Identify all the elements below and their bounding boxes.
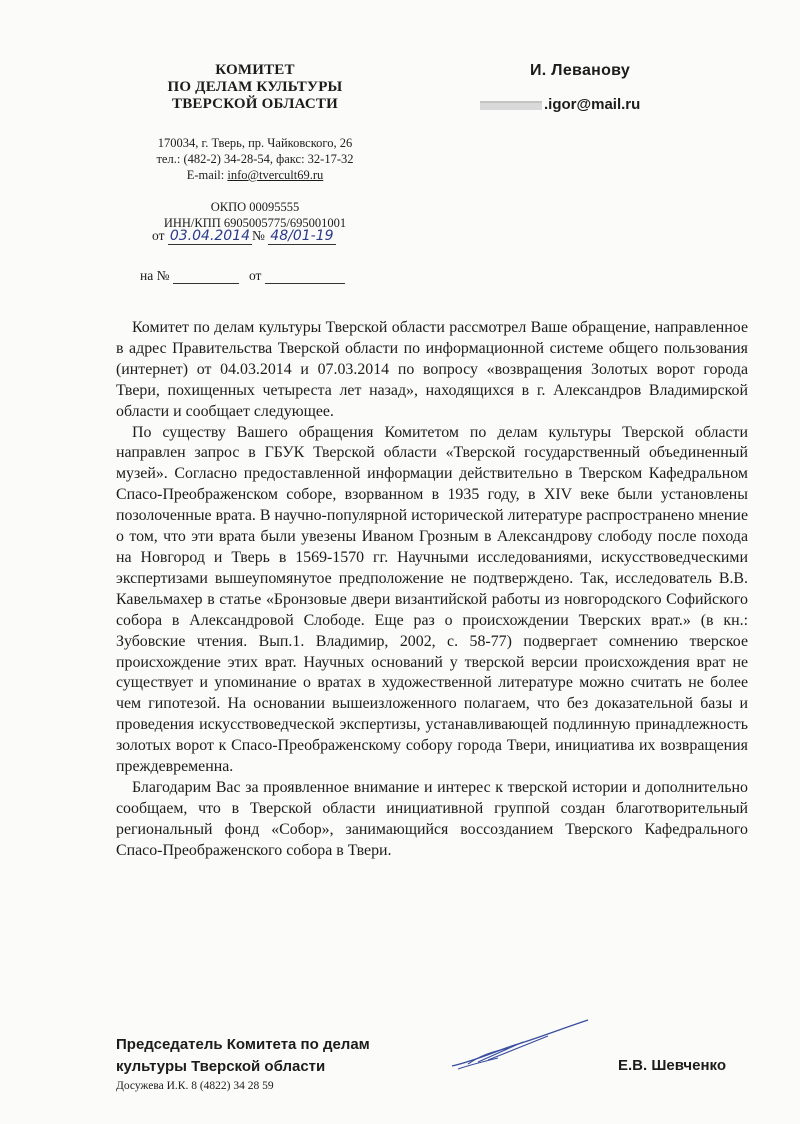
registration-line [152, 228, 336, 245]
redaction-mark [480, 101, 542, 110]
okpo-code: ОКПО 00095555 [210, 200, 300, 214]
org-name-line: КОМИТЕТ [215, 62, 295, 78]
email-line [100, 167, 410, 183]
org-codes [100, 199, 410, 231]
body-paragraph: Благодарим Вас за проявленное внимание и интерес к тверской истории и дополнительно сообщаем, что в Тверской области инициативной группой создан благотворительный региональный фонд «Собор», занимающийся воссозданием Тверского Кафедрального Спасо-Преображенского собора в Твери. [116, 778, 748, 859]
reply-number-blank [173, 269, 239, 284]
reg-number-handwritten: 48/01-19 [270, 228, 334, 244]
email-label: E-mail: [186, 168, 225, 182]
recipient-block [530, 62, 690, 113]
contact-block [100, 135, 410, 183]
reply-date-blank [265, 269, 345, 284]
signature-block [116, 1034, 370, 1092]
reg-number-label: № [252, 228, 265, 243]
address: 170034, г. Тверь, пр. Чайковского, 26 [157, 136, 353, 150]
body-paragraph: Комитет по делам культуры Тверской области рассмотрел Ваше обращение, направленное в адрес Правительства Тверской области по информационной системе общего пользования (интернет) от 04.03.2014 и 07.03.2014 по вопросу «возвращения Золотых ворот города Твери, похищенных четыреста лет назад», находящихся в г. Александров Владимирской области и сообщает следующее. [116, 319, 748, 420]
inn-kpp-code: ИНН/КПП 6905005775/695001001 [163, 216, 347, 230]
letterhead [100, 62, 410, 231]
executor-contact: Досужева И.К. 8 (4822) 34 28 59 [116, 1080, 274, 1092]
signatory-title: культуры Тверской области [116, 1058, 326, 1075]
signer-name: Е.В. Шевченко [618, 1057, 726, 1074]
phone-fax: тел.: (482-2) 34-28-54, факс: 32-17-32 [156, 152, 354, 166]
email-link[interactable]: info@tvercult69.ru [227, 168, 324, 182]
org-name-line: ПО ДЕЛАМ КУЛЬТУРЫ [167, 79, 343, 95]
reply-number-label: на № [140, 268, 170, 283]
letter-body [116, 318, 748, 862]
recipient-email-line [480, 96, 640, 113]
reply-from-label: от [248, 268, 262, 283]
body-paragraph: По существу Вашего обращения Комитетом по делам культуры Тверской области направлен запрос в ГБУК Тверской области «Тверской государственный объединенный музей». Согласно предоставленной информации действительно в Тверском Кафедральном Спасо-Преображенском соборе, взорванном в 1935 году, в XIV веке были установлены позолоченные врата. В научно-популярной исторической литературе распространено мнение о том, что эти врата были увезены Иваном Грозным в Александрову слободу после похода на Новгород и Тверь в 1569-1570 гг. Научными исследованиями, искусствоведческими экспертизами вышеупомянутое предположение не подтверждено. Так, исследователь В.В. Кавельмахер в статье «Бронзовые двери византийской работы из новгородского Софийского собора в Александровой Слободе. Еще раз о происхождении Тверских врат.» (в кн.: Зубовские чтения. Вып.1. Владимир, 2002, с. 58-77) подвергает сомнению тверское происхождение этих врат. Научных оснований у тверской версии происхождения врат не существует и упоминание о вратах в художественной литературе можно считать не более чем гипотезой. На основании вышеизложенного полагаем, что без доказательной базы и проведения искусствоведческой экспертизы, устанавливающей подлинную принадлежность золотых ворот к Спасо-Преображенскому собору города Твери, инициатива их возвращения преждевременна. [116, 423, 748, 776]
reg-date-handwritten: 03.04.2014 [169, 228, 251, 244]
handwritten-signature [448, 1014, 598, 1074]
signatory-title: Председатель Комитета по делам [116, 1036, 370, 1053]
recipient-email: .igor@mail.ru [544, 96, 641, 113]
recipient-name: И. Леванову [530, 62, 631, 79]
org-name-line: ТВЕРСКОЙ ОБЛАСТИ [172, 96, 338, 112]
reg-from-label: от [152, 228, 165, 243]
reply-reference-line [140, 268, 345, 284]
